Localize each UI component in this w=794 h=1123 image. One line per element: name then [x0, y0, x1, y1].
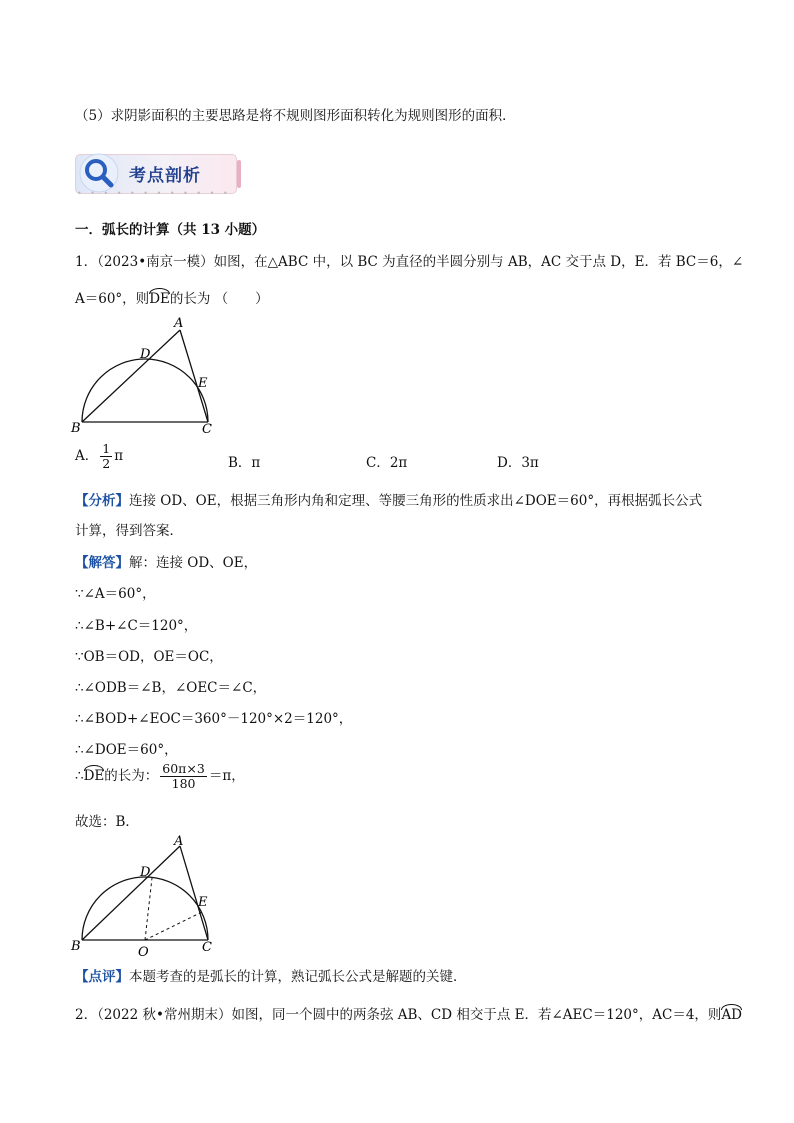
q1-line-2-pre: A＝60°，则: [75, 291, 150, 307]
label-e: E: [198, 376, 208, 391]
banner-dots: • • • • • • • • • • • •: [77, 189, 231, 198]
q2-line-1-pre: 2．（2022 秋•常州期末）如图，同一个圆中的两条弦 AB、CD 相交于点 E．若∠AEC＝120°，AC＝4，则: [75, 1007, 722, 1023]
comment-text: 本题考查的是弧长的计算，熟记弧长公式是解题的关键．: [129, 969, 467, 985]
option-a: [75, 442, 123, 471]
analysis-text-1: 连接 OD、OE，根据三角形内角和定理、等腰三角形的性质求出∠DOE＝60°，再根据弧长公式: [129, 493, 703, 509]
analysis-tag: 【分析】: [75, 493, 129, 509]
final-arc-de: DE: [83, 768, 105, 784]
final-pre: ∴: [75, 768, 84, 784]
q1-line-2: [75, 287, 269, 307]
section-banner: [75, 150, 243, 198]
label-o-2: O: [138, 945, 149, 960]
step-5: ∴∠BOD+∠EOC＝360°－120°×2＝120°，: [75, 711, 353, 727]
arc-ad: AD: [721, 1007, 743, 1023]
label-e-2: E: [198, 895, 208, 910]
analysis-line-2: 计算，得到答案．: [75, 523, 183, 539]
comment-line: [75, 965, 467, 985]
option-a-fraction: [100, 442, 112, 471]
final-post: ＝π，: [208, 768, 245, 784]
step-6: ∴∠DOE＝60°，: [75, 742, 178, 758]
arc-de: DE: [149, 291, 170, 307]
solution-line: [75, 551, 257, 571]
comment-tag: 【点评】: [75, 969, 129, 985]
step-2: ∴∠B+∠C＝120°，: [75, 618, 198, 634]
step-3: ∵OB＝OD，OE＝OC，: [75, 649, 223, 665]
choice-line: 故选：B．: [75, 814, 139, 830]
option-c: C．2π: [366, 455, 408, 471]
final-step: [75, 762, 245, 791]
solution-text: 解：连接 OD、OE，: [129, 555, 258, 571]
q1-line-2-post: 的长为 （ ）: [169, 291, 269, 307]
final-mid: 的长为：: [104, 768, 159, 784]
label-d-2: D: [140, 865, 151, 880]
option-a-den: 2: [102, 456, 111, 471]
intro-item-5: （5）求阴影面积的主要思路是将不规则图形面积转化为规则图形的面积．: [75, 108, 516, 124]
option-a-suffix: π: [114, 448, 124, 464]
label-a-2: A: [174, 834, 184, 849]
section-heading: 一．弧长的计算（共 13 小题）: [75, 222, 266, 238]
label-b-2: B: [71, 939, 81, 954]
figure-2: [70, 832, 220, 960]
step-4: ∴∠ODB＝∠B，∠OEC＝∠C，: [75, 680, 267, 696]
label-c: C: [202, 422, 212, 434]
final-fraction: [160, 762, 207, 791]
solution-tag: 【解答】: [75, 555, 129, 571]
figure-1: [70, 314, 220, 434]
analysis-line-1: [75, 489, 702, 509]
final-num: 60π×3: [162, 761, 205, 776]
label-c-2: C: [202, 940, 212, 955]
step-1: ∵∠A＝60°，: [75, 586, 156, 602]
option-a-num: 1: [102, 441, 111, 456]
option-a-prefix: A．: [75, 448, 99, 464]
option-d: D．3π: [497, 455, 539, 471]
final-den: 180: [171, 776, 196, 791]
banner-title: 考点剖析: [129, 166, 201, 186]
q2-line-1: [75, 1003, 742, 1023]
label-d: D: [140, 347, 151, 362]
q1-line-1: 1．（2023•南京一模）如图，在△ABC 中，以 BC 为直径的半圆分别与 AB，AC 交于点 D，E．若 BC＝6，∠: [75, 254, 744, 270]
banner-edge-decoration: [237, 160, 241, 188]
label-a: A: [174, 316, 184, 331]
label-b: B: [71, 421, 81, 434]
option-b: B．π: [228, 455, 261, 471]
